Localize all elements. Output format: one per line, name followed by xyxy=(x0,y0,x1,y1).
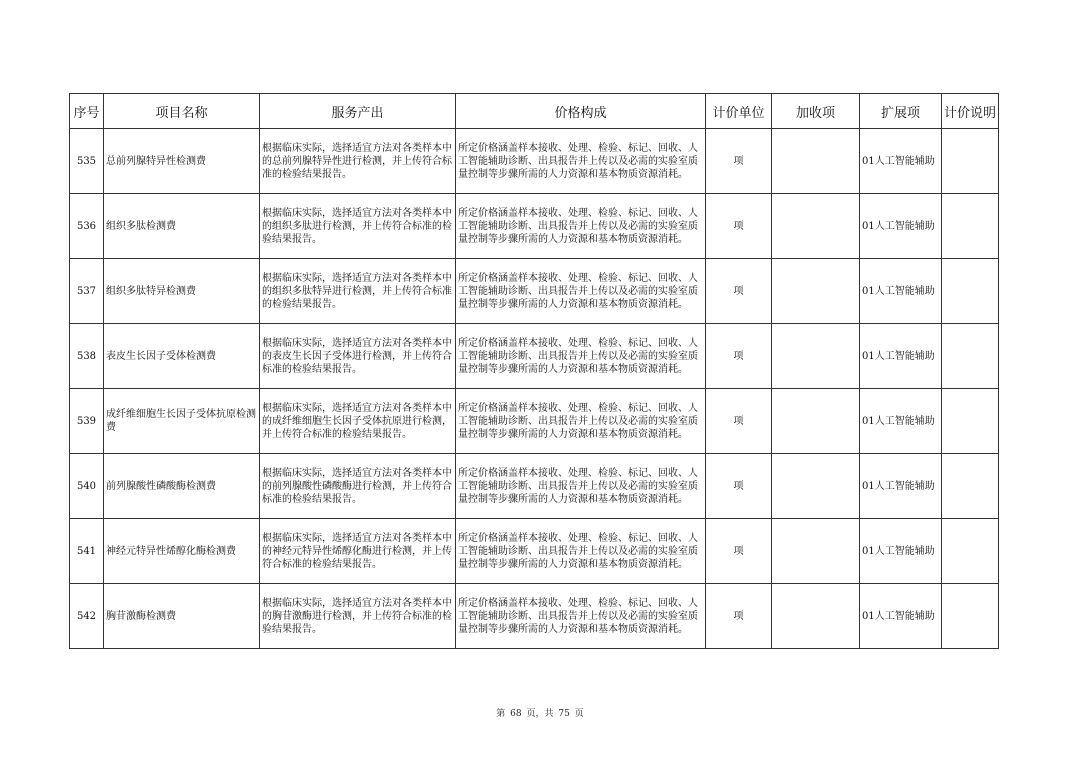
row-service-output: 根据临床实际，选择适宜方法对各类样本中的总前列腺特异性进行检测，并上传符合标准的检验结果报告。 xyxy=(260,129,456,194)
header-extension: 扩展项 xyxy=(860,94,942,129)
header-service-output: 服务产出 xyxy=(260,94,456,129)
row-item-name: 神经元特异性烯醇化酶检测费 xyxy=(104,519,260,584)
header-surcharge: 加收项 xyxy=(772,94,860,129)
row-serial: 535 xyxy=(70,129,104,194)
row-extension: 01人工智能辅助 xyxy=(860,454,942,519)
table-row xyxy=(70,259,999,324)
row-surcharge xyxy=(772,194,860,259)
row-service-output: 根据临床实际，选择适宜方法对各类样本中的组织多肽特异进行检测，并上传符合标准的检验结果报告。 xyxy=(260,259,456,324)
row-serial: 542 xyxy=(70,584,104,649)
table-row xyxy=(70,194,999,259)
row-extension: 01人工智能辅助 xyxy=(860,194,942,259)
row-pricing-unit: 项 xyxy=(706,454,772,519)
row-item-name: 组织多肽检测费 xyxy=(104,194,260,259)
row-pricing-note xyxy=(942,194,999,259)
row-serial: 536 xyxy=(70,194,104,259)
footer-total-pages: 75 xyxy=(558,709,570,719)
table-row xyxy=(70,324,999,389)
row-surcharge xyxy=(772,584,860,649)
row-item-name: 总前列腺特异性检测费 xyxy=(104,129,260,194)
row-extension: 01人工智能辅助 xyxy=(860,389,942,454)
row-pricing-unit: 项 xyxy=(706,259,772,324)
row-price-composition: 所定价格涵盖样本接收、处理、检验、标记、回收、人工智能辅助诊断、出具报告并上传以及必需的实验室质量控制等步骤所需的人力资源和基本物质资源消耗。 xyxy=(456,454,706,519)
row-price-composition: 所定价格涵盖样本接收、处理、检验、标记、回收、人工智能辅助诊断、出具报告并上传以及必需的实验室质量控制等步骤所需的人力资源和基本物质资源消耗。 xyxy=(456,259,706,324)
row-surcharge xyxy=(772,129,860,194)
row-item-name: 表皮生长因子受体检测费 xyxy=(104,324,260,389)
table-row xyxy=(70,129,999,194)
row-service-output: 根据临床实际，选择适宜方法对各类样本中的前列腺酸性磷酸酶进行检测，并上传符合标准的检验结果报告。 xyxy=(260,454,456,519)
row-extension: 01人工智能辅助 xyxy=(860,519,942,584)
row-price-composition: 所定价格涵盖样本接收、处理、检验、标记、回收、人工智能辅助诊断、出具报告并上传以及必需的实验室质量控制等步骤所需的人力资源和基本物质资源消耗。 xyxy=(456,129,706,194)
row-pricing-unit: 项 xyxy=(706,324,772,389)
row-item-name: 前列腺酸性磷酸酶检测费 xyxy=(104,454,260,519)
footer-page-number: 68 xyxy=(510,709,522,719)
row-price-composition: 所定价格涵盖样本接收、处理、检验、标记、回收、人工智能辅助诊断、出具报告并上传以及必需的实验室质量控制等步骤所需的人力资源和基本物质资源消耗。 xyxy=(456,389,706,454)
header-price-composition: 价格构成 xyxy=(456,94,706,129)
row-surcharge xyxy=(772,259,860,324)
row-pricing-unit: 项 xyxy=(706,389,772,454)
row-serial: 541 xyxy=(70,519,104,584)
row-pricing-unit: 项 xyxy=(706,584,772,649)
price-table xyxy=(69,93,999,649)
header-pricing-unit: 计价单位 xyxy=(706,94,772,129)
row-serial: 539 xyxy=(70,389,104,454)
row-serial: 537 xyxy=(70,259,104,324)
table-row xyxy=(70,389,999,454)
row-surcharge xyxy=(772,389,860,454)
row-item-name: 胸苷激酶检测费 xyxy=(104,584,260,649)
row-pricing-note xyxy=(942,454,999,519)
header-item-name: 项目名称 xyxy=(104,94,260,129)
row-extension: 01人工智能辅助 xyxy=(860,324,942,389)
table-header-row xyxy=(70,94,999,129)
row-surcharge xyxy=(772,454,860,519)
price-table-sheet xyxy=(69,93,998,649)
table-row xyxy=(70,454,999,519)
row-pricing-unit: 项 xyxy=(706,519,772,584)
row-serial: 538 xyxy=(70,324,104,389)
row-price-composition: 所定价格涵盖样本接收、处理、检验、标记、回收、人工智能辅助诊断、出具报告并上传以及必需的实验室质量控制等步骤所需的人力资源和基本物质资源消耗。 xyxy=(456,584,706,649)
table-row xyxy=(70,584,999,649)
row-service-output: 根据临床实际，选择适宜方法对各类样本中的神经元特异性烯醇化酶进行检测，并上传符合标准的检验结果报告。 xyxy=(260,519,456,584)
row-pricing-unit: 项 xyxy=(706,194,772,259)
row-pricing-note xyxy=(942,129,999,194)
header-serial: 序号 xyxy=(70,94,104,129)
footer-prefix: 第 xyxy=(496,709,506,719)
row-service-output: 根据临床实际，选择适宜方法对各类样本中的表皮生长因子受体进行检测，并上传符合标准的检验结果报告。 xyxy=(260,324,456,389)
row-extension: 01人工智能辅助 xyxy=(860,259,942,324)
row-item-name: 组织多肽特异检测费 xyxy=(104,259,260,324)
row-pricing-note xyxy=(942,584,999,649)
row-price-composition: 所定价格涵盖样本接收、处理、检验、标记、回收、人工智能辅助诊断、出具报告并上传以及必需的实验室质量控制等步骤所需的人力资源和基本物质资源消耗。 xyxy=(456,519,706,584)
row-extension: 01人工智能辅助 xyxy=(860,584,942,649)
row-service-output: 根据临床实际，选择适宜方法对各类样本中的组织多肽进行检测，并上传符合标准的检验结果报告。 xyxy=(260,194,456,259)
footer-middle: 页，共 xyxy=(526,709,554,719)
row-price-composition: 所定价格涵盖样本接收、处理、检验、标记、回收、人工智能辅助诊断、出具报告并上传以及必需的实验室质量控制等步骤所需的人力资源和基本物质资源消耗。 xyxy=(456,194,706,259)
row-pricing-note xyxy=(942,389,999,454)
row-price-composition: 所定价格涵盖样本接收、处理、检验、标记、回收、人工智能辅助诊断、出具报告并上传以及必需的实验室质量控制等步骤所需的人力资源和基本物质资源消耗。 xyxy=(456,324,706,389)
header-pricing-note: 计价说明 xyxy=(942,94,999,129)
footer-suffix: 页 xyxy=(574,709,584,719)
row-pricing-unit: 项 xyxy=(706,129,772,194)
row-pricing-note xyxy=(942,259,999,324)
row-service-output: 根据临床实际，选择适宜方法对各类样本中的成纤维细胞生长因子受体抗原进行检测，并上传符合标准的检验结果报告。 xyxy=(260,389,456,454)
row-serial: 540 xyxy=(70,454,104,519)
row-surcharge xyxy=(772,324,860,389)
row-pricing-note xyxy=(942,324,999,389)
row-surcharge xyxy=(772,519,860,584)
page-footer xyxy=(0,706,1080,719)
row-pricing-note xyxy=(942,519,999,584)
row-item-name: 成纤维细胞生长因子受体抗原检测费 xyxy=(104,389,260,454)
row-service-output: 根据临床实际，选择适宜方法对各类样本中的胸苷激酶进行检测，并上传符合标准的检验结果报告。 xyxy=(260,584,456,649)
table-row xyxy=(70,519,999,584)
row-extension: 01人工智能辅助 xyxy=(860,129,942,194)
